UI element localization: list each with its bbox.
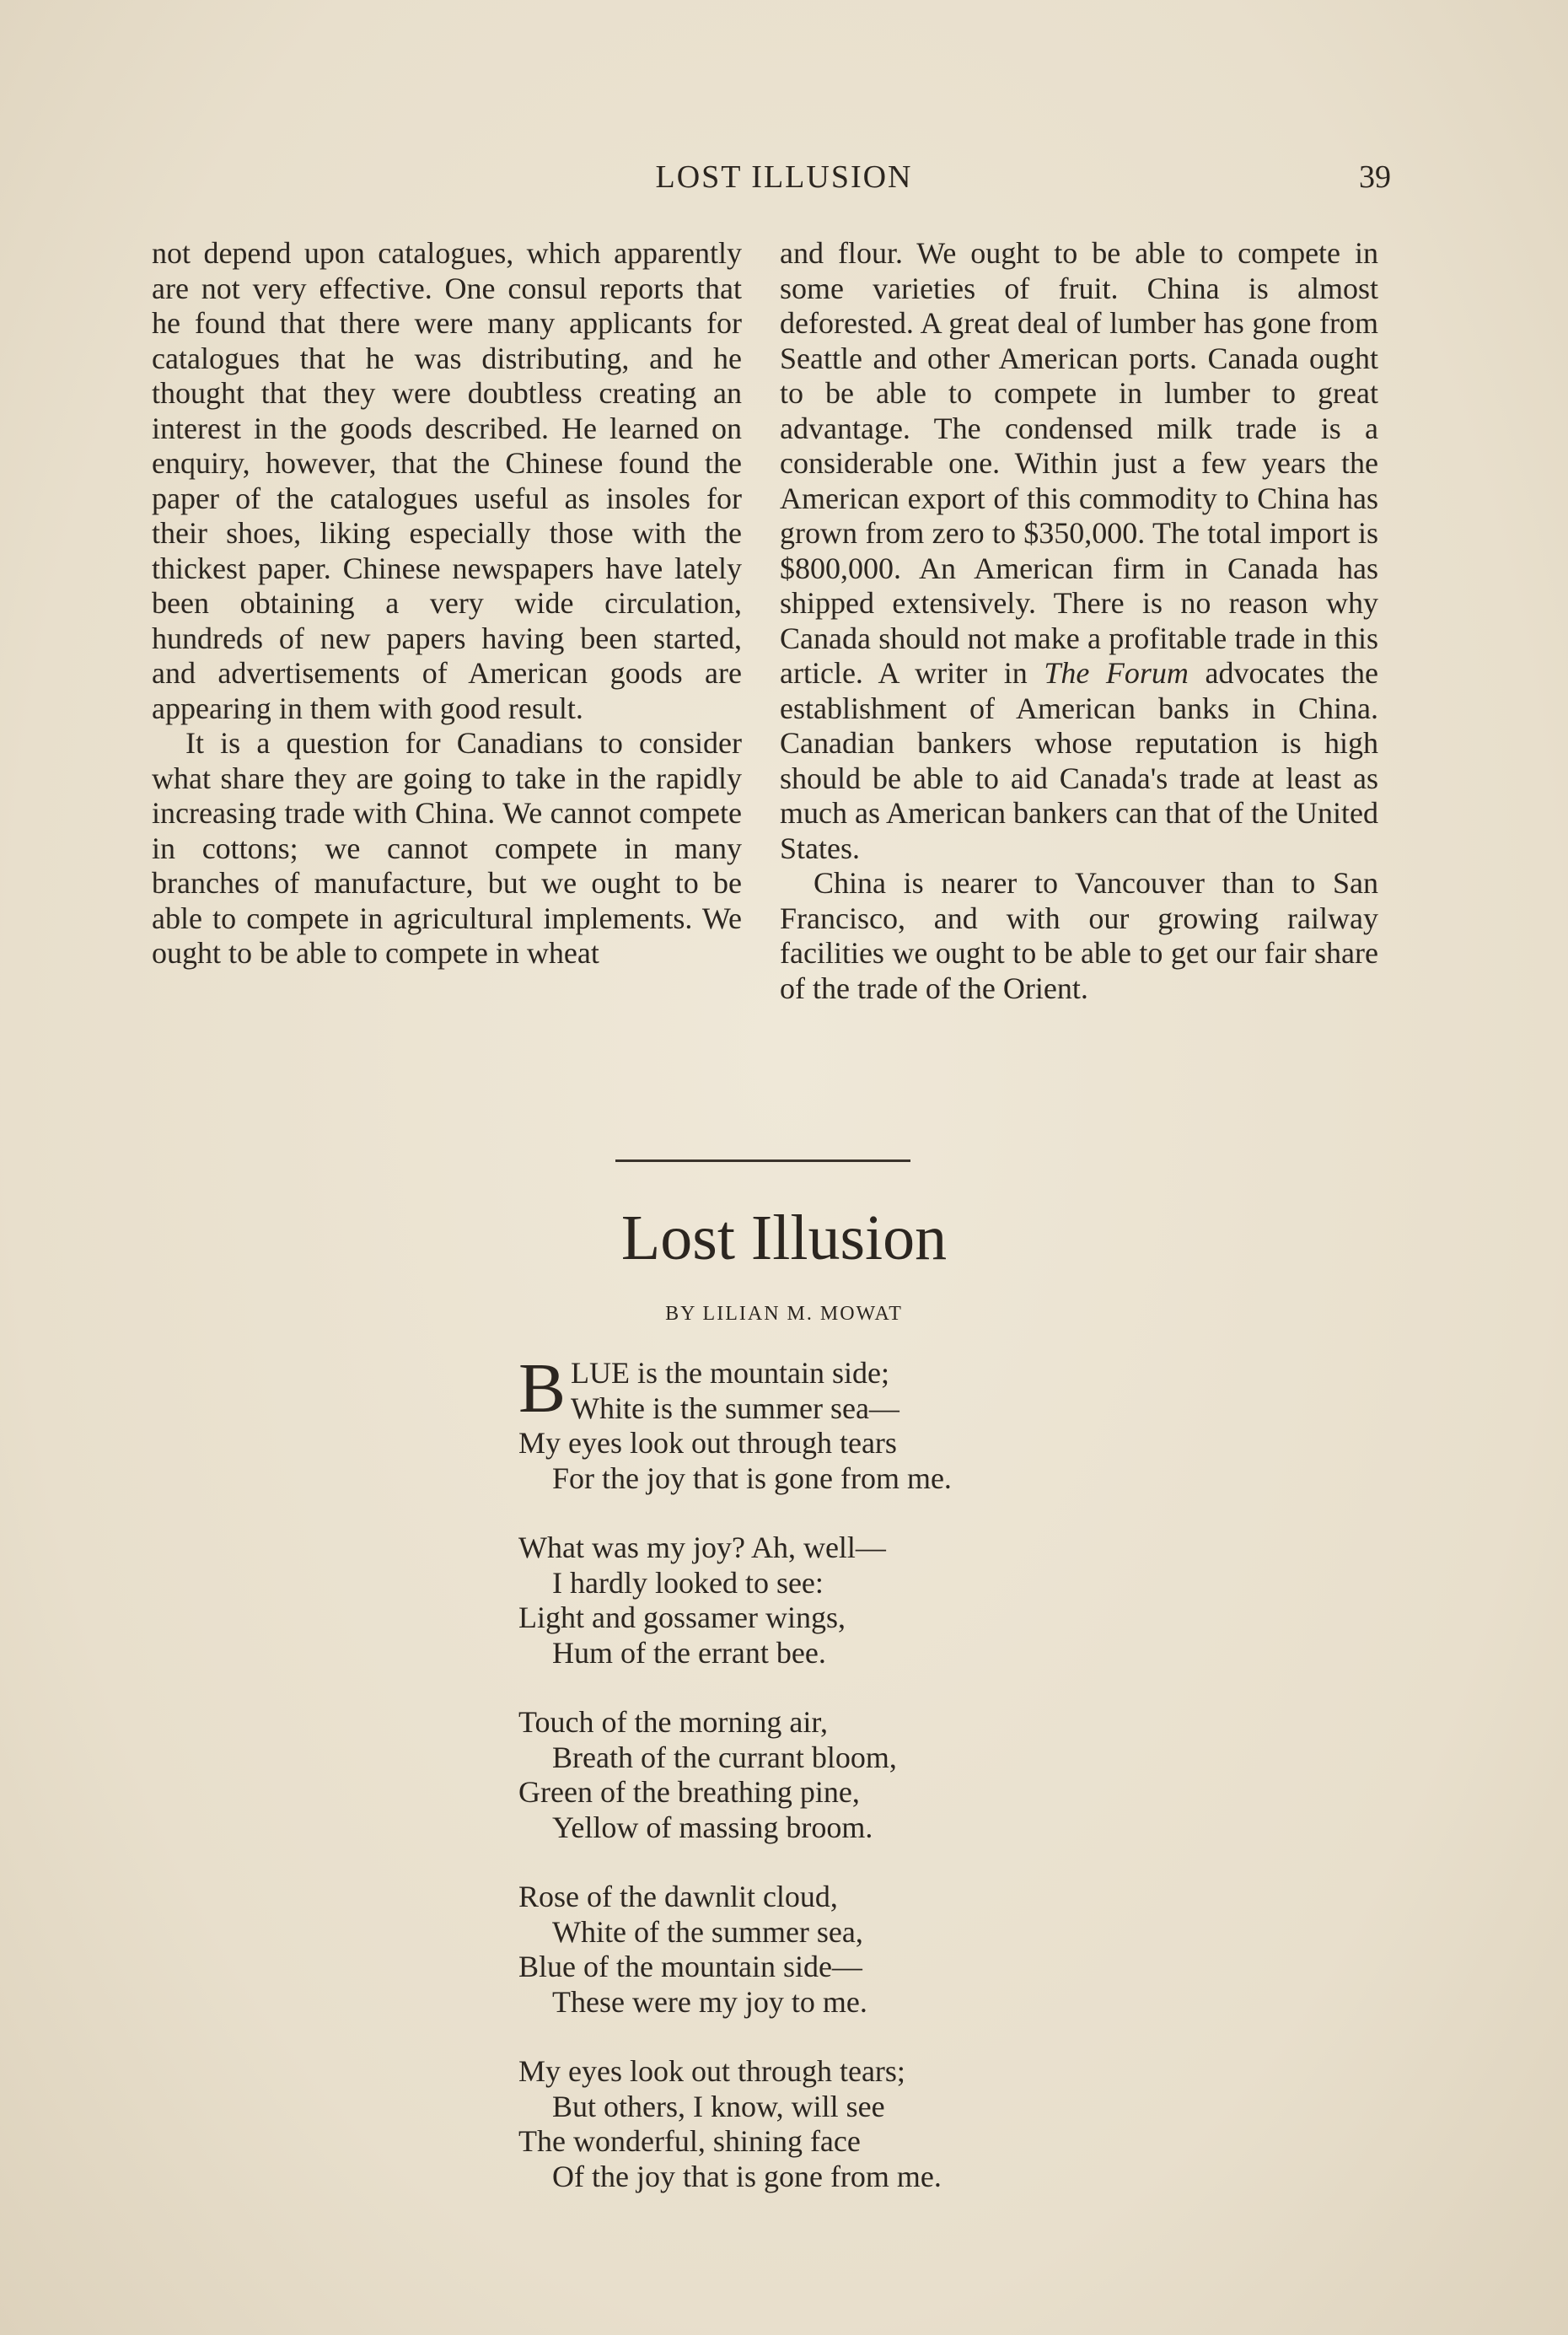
article-paragraph: [780, 236, 1378, 866]
poem-line: Breath of the currant bloom,: [552, 1740, 897, 1774]
poem-line: Of the joy that is gone from me.: [552, 2159, 942, 2193]
article-paragraph: China is nearer to Vancouver than to San Francisco, and with our growing railway facilities we ought to be able to get our fair share of the trade of the Orient.: [780, 866, 1378, 1005]
running-title: LOST ILLUSION: [655, 159, 913, 195]
poem-line: Green of the breathing pine,: [518, 1775, 860, 1809]
section-divider: [615, 1159, 910, 1162]
poem-line: What was my joy? Ah, well—: [518, 1531, 886, 1564]
article-text: advocates the establishment of American banks in China. Canadian bankers whose reputation is high should be able to aid Canada's trade at least as much as American bankers can that of the United States.: [780, 656, 1379, 865]
poem-line: Light and gossamer wings,: [518, 1601, 846, 1634]
poem-line: Yellow of massing broom.: [552, 1810, 873, 1844]
poem-line: LUE is the mountain side;: [571, 1356, 889, 1390]
poem-line: Blue of the mountain side—: [518, 1950, 862, 1983]
poem-stanza: [518, 2054, 1277, 2194]
poem-line: But others, I know, will see: [552, 2089, 885, 2123]
page-number: 39: [1359, 159, 1391, 195]
poem-line: White is the summer sea—: [571, 1391, 899, 1425]
poem-line: Hum of the errant bee.: [552, 1635, 826, 1670]
poem-line: The wonderful, shining face: [518, 2124, 861, 2158]
poem-stanza: [518, 1705, 1277, 1845]
poem-stanza: [518, 1880, 1277, 2020]
poem-body: [518, 1349, 1277, 2229]
poem-line: I hardly looked to see:: [552, 1565, 824, 1600]
drop-cap: B: [518, 1349, 567, 1428]
poem-line: Rose of the dawnlit cloud,: [518, 1880, 838, 1913]
publication-title: The Forum: [1044, 656, 1189, 690]
poem-stanza: [518, 1349, 1277, 1496]
poem-line: White of the summer sea,: [552, 1914, 863, 1949]
article-paragraph: not depend upon catalogues, which apparently are not very effective. One consul reports that he found that there were many applicants for catalogues that he was distributing, and he thought that they were doubtless creating an interest in the goods described. He learned on enquiry, however, that the Chinese found the paper of the catalogues useful as insoles for their shoes, liking especially those with the thickest paper. Chinese newspapers have lately been obtaining a very wide circulation, hundreds of new papers having been started, and advertisements of American goods are appearing in them with good result.: [152, 236, 742, 725]
poem-line: Touch of the morning air,: [518, 1705, 828, 1739]
article-left-column: [152, 236, 742, 971]
poem-line: These were my joy to me.: [552, 1984, 867, 2019]
poem-line: My eyes look out through tears: [518, 1426, 897, 1460]
poem-title: Lost Illusion: [620, 1202, 948, 1273]
poem-line: For the joy that is gone from me.: [552, 1461, 952, 1495]
poem-stanza: [518, 1531, 1277, 1671]
poem-byline: BY LILIAN M. MOWAT: [665, 1303, 903, 1325]
article-text: and flour. We ought to be able to compete in some varieties of fruit. China is almost deforested. A great deal of lumber has gone from Seattle and other American ports. Canada ought to be able to compete in lumber to great advantage. The condensed milk trade is a considerable one. Within just a few years the American export of this commodity to China has grown from zero to $350,000. The total import is $800,000. An American firm in Canada has shipped extensively. There is no reason why Canada should not make a profitable trade in this article. A writer in: [780, 236, 1378, 690]
article-paragraph: It is a question for Canadians to consider what share they are going to take in the rapidly increasing trade with China. We cannot compete in cottons; we cannot compete in many branches of manufacture, but we ought to be able to compete in agricultural implements. We ought to be able to compete in wheat: [152, 726, 742, 970]
article-right-column: [780, 236, 1378, 1006]
poem-line: My eyes look out through tears;: [518, 2054, 905, 2088]
